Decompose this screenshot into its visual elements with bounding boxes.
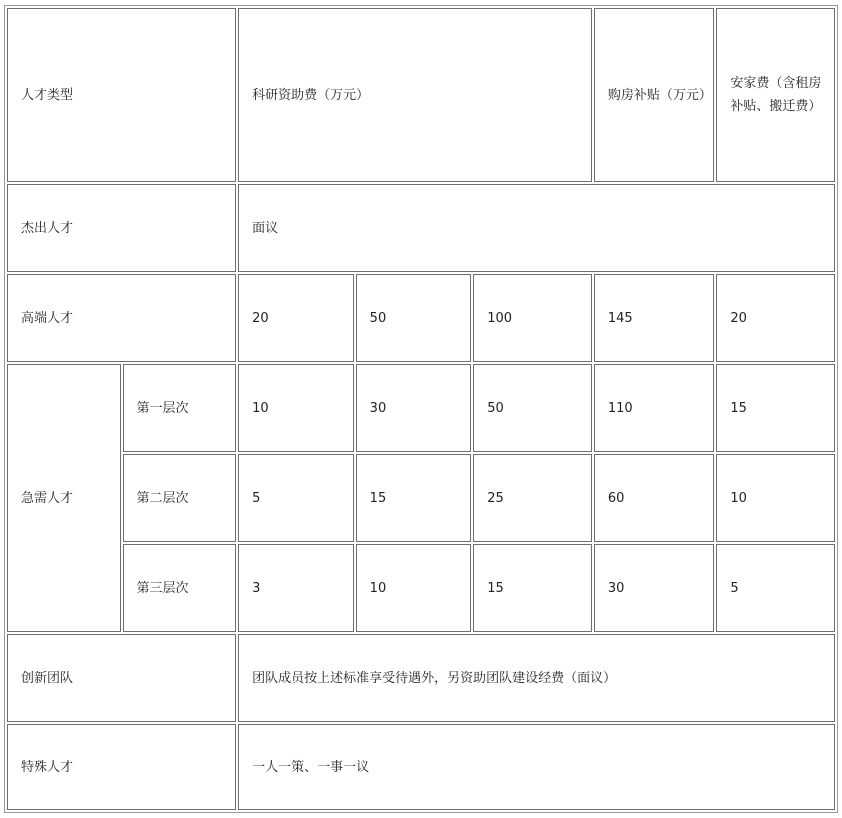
urgent-level-2-research-1: 5 <box>238 454 354 542</box>
high-end-settling: 20 <box>716 274 835 362</box>
outstanding-talent-value: 面议 <box>238 184 835 272</box>
urgent-level-1-settling: 15 <box>716 364 835 452</box>
talent-subsidy-table <box>4 5 838 813</box>
urgent-level-2-housing: 60 <box>594 454 715 542</box>
high-end-talent-label: 高端人才 <box>7 274 236 362</box>
high-end-research-1: 20 <box>238 274 354 362</box>
row-special-talent <box>7 724 835 810</box>
urgent-level-3-research-2: 10 <box>356 544 472 632</box>
urgent-level-2-research-3: 25 <box>473 454 592 542</box>
urgent-level-1-label: 第一层次 <box>123 364 237 452</box>
header-row <box>7 8 835 182</box>
row-outstanding-talent <box>7 184 835 272</box>
high-end-research-3: 100 <box>473 274 592 362</box>
urgent-level-2-research-2: 15 <box>356 454 472 542</box>
special-talent-value: 一人一策、一事一议 <box>238 724 835 810</box>
urgent-level-3-housing: 30 <box>594 544 715 632</box>
row-urgent-level-1 <box>7 364 835 452</box>
urgent-level-3-settling: 5 <box>716 544 835 632</box>
urgent-level-1-research-1: 10 <box>238 364 354 452</box>
urgent-level-1-housing: 110 <box>594 364 715 452</box>
urgent-level-3-label: 第三层次 <box>123 544 237 632</box>
urgent-level-3-research-1: 3 <box>238 544 354 632</box>
outstanding-talent-label: 杰出人才 <box>7 184 236 272</box>
header-talent-type: 人才类型 <box>7 8 236 182</box>
header-housing-subsidy: 购房补贴（万元） <box>594 8 715 182</box>
innovation-team-value: 团队成员按上述标准享受待遇外，另资助团队建设经费（面议） <box>238 634 835 722</box>
header-settling-fee: 安家费（含租房补贴、搬迁费） <box>716 8 835 182</box>
high-end-housing: 145 <box>594 274 715 362</box>
urgent-level-2-label: 第二层次 <box>123 454 237 542</box>
urgent-talent-label: 急需人才 <box>7 364 121 632</box>
row-innovation-team <box>7 634 835 722</box>
row-urgent-level-2 <box>7 454 835 542</box>
header-research-funding: 科研资助费（万元） <box>238 8 592 182</box>
high-end-research-2: 50 <box>356 274 472 362</box>
urgent-level-1-research-3: 50 <box>473 364 592 452</box>
row-high-end-talent <box>7 274 835 362</box>
innovation-team-label: 创新团队 <box>7 634 236 722</box>
special-talent-label: 特殊人才 <box>7 724 236 810</box>
row-urgent-level-3 <box>7 544 835 632</box>
urgent-level-3-research-3: 15 <box>473 544 592 632</box>
urgent-level-2-settling: 10 <box>716 454 835 542</box>
urgent-level-1-research-2: 30 <box>356 364 472 452</box>
